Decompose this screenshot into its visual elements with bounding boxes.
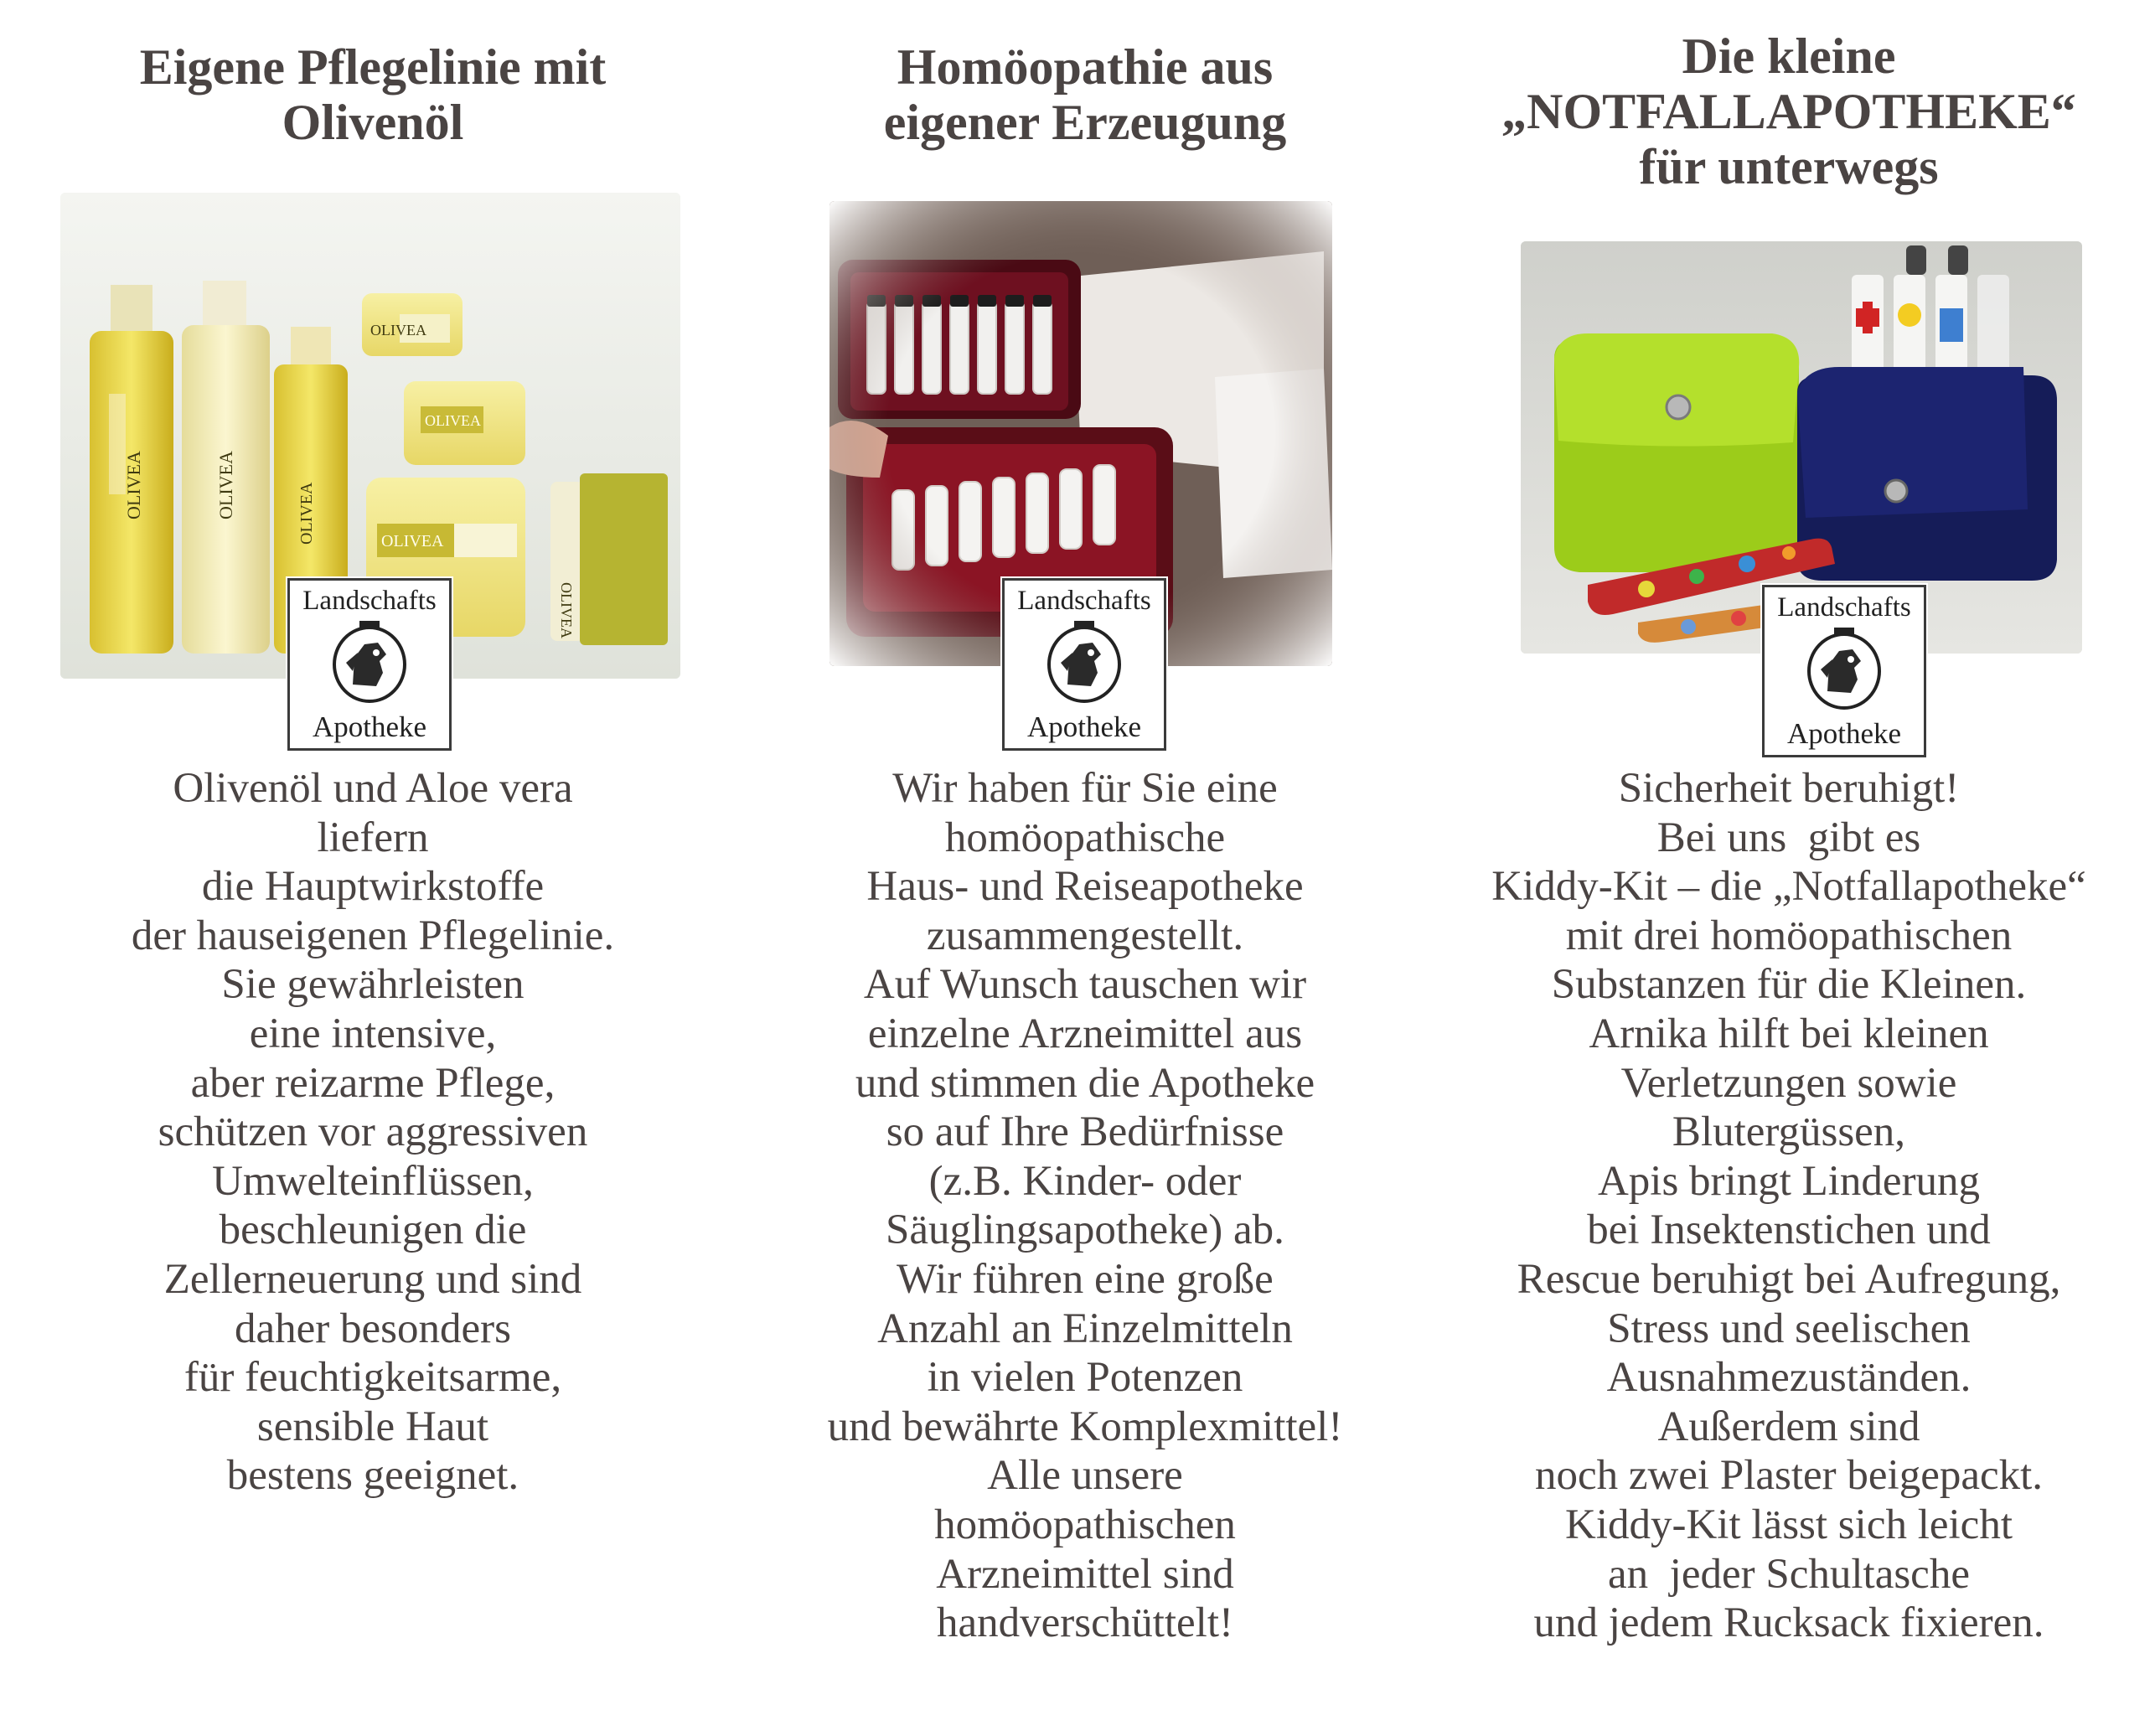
column-emergency-kit [1441, 0, 2137, 1736]
bottle-label: OLIVEA [297, 482, 316, 545]
lion-crest-icon [1041, 619, 1127, 706]
pharmacy-seal-logo: Landschafts Apotheke [1762, 585, 1926, 757]
bottle-label: OLIVEA [123, 451, 144, 519]
jar-label: OLIVEA [370, 322, 426, 338]
column-body-text: Sicherheit beruhigt! Bei uns gibt es Kiddy-Kit – die „Notfallapotheke“ mit drei homöopathischen Substanzen für die Kleinen. Arnika hilft bei kleinen Verletzungen sowie Blutergüssen, Apis bringt Linderung bei Insektenstichen und Rescue beruhigt bei Aufregung, Stress und seelischen Ausnahmezuständen. Außerdem sind noch zwei Plaster beigepackt. Kiddy-Kit lässt sich leicht an jeder Schultasche und jedem Rucksack fixieren. [1491, 765, 2086, 1647]
stick-label: OLIVEA [558, 582, 575, 638]
column-title: Homöopathie aus eigener Erzeugung [883, 39, 1287, 150]
column-title: Eigene Pflegelinie mit Olivenöl [139, 39, 607, 150]
column-title: Die kleine „NOTFALLAPOTHEKE“ für unterwegs [1501, 28, 2076, 194]
column-body-text: Olivenöl und Aloe vera liefern die Hauptwirkstoffe der hauseigenen Pflegelinie. Sie gewährleisten eine intensive, aber reizarme Pflege, schützen vor aggressiven Umwelteinflüssen, beschleunigen die Zellerneuerung und sind daher besonders für feuchtigkeitsarme, sensible Haut bestens geeignet. [131, 765, 615, 1500]
jar-label: OLIVEA [381, 532, 444, 550]
pharmacy-seal-logo: Landschafts Apotheke [287, 578, 452, 751]
column-homeopathy [746, 0, 1424, 1736]
lion-crest-icon [327, 619, 412, 706]
lion-crest-icon [1801, 626, 1887, 713]
bottle-label: OLIVEA [215, 451, 236, 519]
jar-label: OLIVEA [425, 412, 481, 429]
column-olive-care [50, 0, 695, 1736]
pharmacy-seal-logo: Landschafts Apotheke [1002, 578, 1166, 751]
column-body-text: Wir haben für Sie eine homöopathische Haus- und Reiseapotheke zusammengestellt. Auf Wunsch tauschen wir einzelne Arzneimittel aus und stimmen die Apotheke so auf Ihre Bedürfnisse (z.B. Kinder- oder Säuglingsapotheke) ab. Wir führen eine große Anzahl an Einzelmitteln in vielen Potenzen und bewährte Komplexmittel! Alle unsere homöopathischen Arzneimittel sind handverschüttelt! [827, 765, 1343, 1647]
